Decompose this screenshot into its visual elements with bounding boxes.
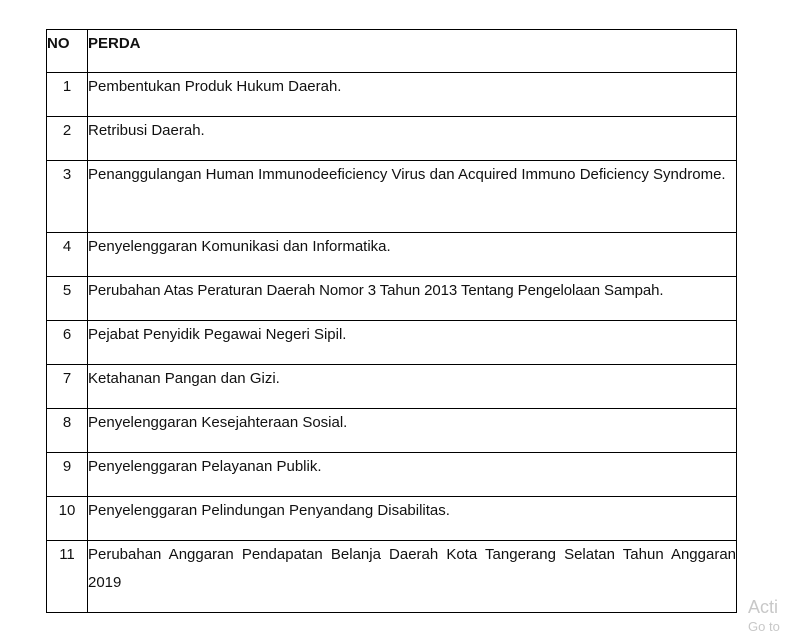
row-number: 3 [47,161,88,233]
table-row [47,73,737,117]
perda-title: Penyelenggaran Pelindungan Penyandang Disabilitas. [88,497,737,541]
row-number: 9 [47,453,88,497]
row-number: 7 [47,365,88,409]
table-row [47,453,737,497]
row-number: 6 [47,321,88,365]
perda-title: Perubahan Anggaran Pendapatan Belanja Daerah Kota Tangerang Selatan Tahun Anggaran 2019 [88,541,737,613]
table-row [47,321,737,365]
table-row [47,541,737,613]
table-row [47,161,737,233]
row-number: 5 [47,277,88,321]
table-row [47,409,737,453]
row-number: 8 [47,409,88,453]
column-header-perda: PERDA [88,30,737,73]
table-row [47,365,737,409]
row-number: 4 [47,233,88,277]
activation-watermark [748,596,780,636]
perda-table [46,29,737,613]
table-row [47,277,737,321]
perda-title: Perubahan Atas Peraturan Daerah Nomor 3 Tahun 2013 Tentang Pengelolaan Sampah. [88,277,737,321]
row-number: 2 [47,117,88,161]
row-number: 1 [47,73,88,117]
perda-title: Penyelenggaran Kesejahteraan Sosial. [88,409,737,453]
table-header-row [47,30,737,73]
perda-title: Pejabat Penyidik Pegawai Negeri Sipil. [88,321,737,365]
perda-title: Penanggulangan Human Immunodeeficiency Virus dan Acquired Immuno Deficiency Syndrome. [88,161,737,233]
perda-title: Penyelenggaran Pelayanan Publik. [88,453,737,497]
table-row [47,117,737,161]
watermark-line-2: Go to [748,619,780,634]
perda-title: Ketahanan Pangan dan Gizi. [88,365,737,409]
table-row [47,233,737,277]
row-number: 10 [47,497,88,541]
column-header-no: NO [47,30,88,73]
watermark-line-1: Acti [748,597,779,617]
perda-title: Retribusi Daerah. [88,117,737,161]
row-number: 11 [47,541,88,613]
perda-title: Penyelenggaran Komunikasi dan Informatika. [88,233,737,277]
table-row [47,497,737,541]
perda-title: Pembentukan Produk Hukum Daerah. [88,73,737,117]
